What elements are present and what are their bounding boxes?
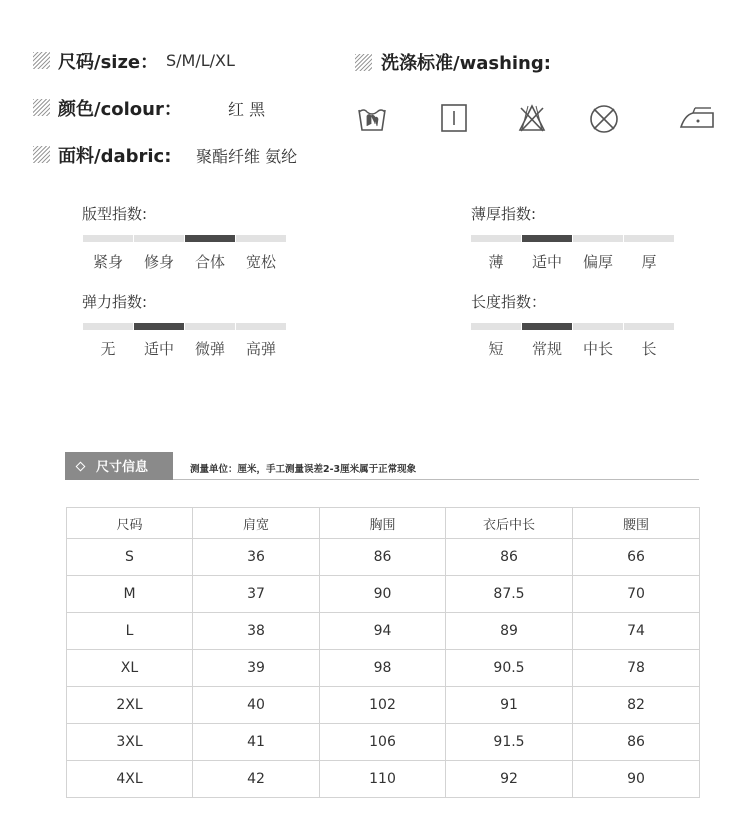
table-cell: 3XL [67,724,193,761]
table-cell: 74 [573,613,700,650]
elasticity-index-title: 弹力指数: [82,293,148,311]
column-header: 衣后中长 [446,508,573,539]
table-cell: 90 [573,761,700,798]
table-cell: 89 [446,613,573,650]
table-cell: 90 [320,576,446,613]
thickness-segment [471,235,521,242]
length-option: 长 [641,340,657,358]
hatch-marker [33,52,50,69]
hand-wash-icon [356,102,388,134]
divider [173,479,699,480]
do-not-dry-clean-icon [588,103,620,135]
thickness-option: 厚 [641,253,657,271]
fit-option: 紧身 [92,253,123,271]
length-option: 中长 [582,340,613,358]
elasticity-option: 适中 [143,340,174,358]
column-header: 腰围 [573,508,700,539]
size-label: 尺码/size： [58,52,159,73]
table-cell: 98 [320,650,446,687]
table-cell: 36 [193,539,320,576]
fit-option: 合体 [194,253,225,271]
elasticity-segment [83,323,133,330]
table-cell: 4XL [67,761,193,798]
table-row [67,576,700,613]
size-table [66,507,700,798]
table-cell: 110 [320,761,446,798]
thickness-segment [573,235,623,242]
table-cell: 106 [320,724,446,761]
table-cell: 39 [193,650,320,687]
washing-label: 洗涤标准/washing: [381,53,551,74]
table-row [67,613,700,650]
size-info-title: 尺寸信息 [96,460,149,475]
length-segment [573,323,623,330]
fit-index-scale [83,235,287,243]
do-not-bleach-icon [516,102,548,134]
length-segment [624,323,674,330]
fit-index-title: 版型指数: [82,205,148,223]
length-index-title: 长度指数： [471,293,547,311]
fit-segment-selected [185,235,235,242]
table-cell: 86 [320,539,446,576]
table-cell: 90.5 [446,650,573,687]
table-cell: 82 [573,687,700,724]
column-header: 肩宽 [193,508,320,539]
table-cell: XL [67,650,193,687]
length-option: 常规 [531,340,562,358]
elasticity-option: 无 [100,340,116,358]
table-cell: 70 [573,576,700,613]
table-row [67,539,700,576]
measurement-note: 测量单位：厘米，手工测量误差2-3厘米属于正常现象 [190,464,417,475]
thickness-option: 适中 [531,253,562,271]
table-row [67,761,700,798]
fit-segment [236,235,286,242]
thickness-index-title: 薄厚指数: [471,205,537,223]
thickness-segment-selected [522,235,572,242]
table-row [67,650,700,687]
table-row [67,687,700,724]
elasticity-option: 微弹 [194,340,225,358]
column-header: 胸围 [320,508,446,539]
table-cell: 87.5 [446,576,573,613]
table-cell: 102 [320,687,446,724]
table-cell: 38 [193,613,320,650]
hatch-marker [33,99,50,116]
colour-value: 红 黑 [228,100,266,119]
fabric-value: 聚酯纤维 氨纶 [196,147,298,166]
table-cell: 78 [573,650,700,687]
hatch-marker [33,146,50,163]
length-index-scale [471,323,675,331]
column-header: 尺码 [67,508,193,539]
length-segment-selected [522,323,572,330]
table-cell: 86 [446,539,573,576]
size-value: S/M/L/XL [166,51,235,70]
table-cell: 40 [193,687,320,724]
table-cell: 94 [320,613,446,650]
fabric-label: 面料/dabric: [58,146,172,167]
table-cell: 91 [446,687,573,724]
hatch-marker [355,54,372,71]
elasticity-segment-selected [134,323,184,330]
fit-option: 宽松 [245,253,276,271]
fit-segment [83,235,133,242]
table-cell: L [67,613,193,650]
table-cell: M [67,576,193,613]
length-option: 短 [488,340,504,358]
tumble-dry-icon [438,102,470,134]
iron-icon [679,102,715,134]
table-cell: S [67,539,193,576]
table-cell: 41 [193,724,320,761]
colour-label: 颜色/colour： [58,99,182,120]
table-cell: 92 [446,761,573,798]
table-header-row [67,508,700,539]
elasticity-index-scale [83,323,287,331]
table-cell: 86 [573,724,700,761]
table-cell: 37 [193,576,320,613]
table-row [67,724,700,761]
length-segment [471,323,521,330]
table-cell: 91.5 [446,724,573,761]
fit-segment [134,235,184,242]
elasticity-segment [185,323,235,330]
thickness-option: 薄 [488,253,504,271]
fit-option: 修身 [143,253,174,271]
elasticity-option: 高弹 [245,340,276,358]
table-cell: 2XL [67,687,193,724]
table-cell: 42 [193,761,320,798]
table-cell: 66 [573,539,700,576]
thickness-option: 偏厚 [582,253,613,271]
thickness-index-scale [471,235,675,243]
thickness-segment [624,235,674,242]
elasticity-segment [236,323,286,330]
